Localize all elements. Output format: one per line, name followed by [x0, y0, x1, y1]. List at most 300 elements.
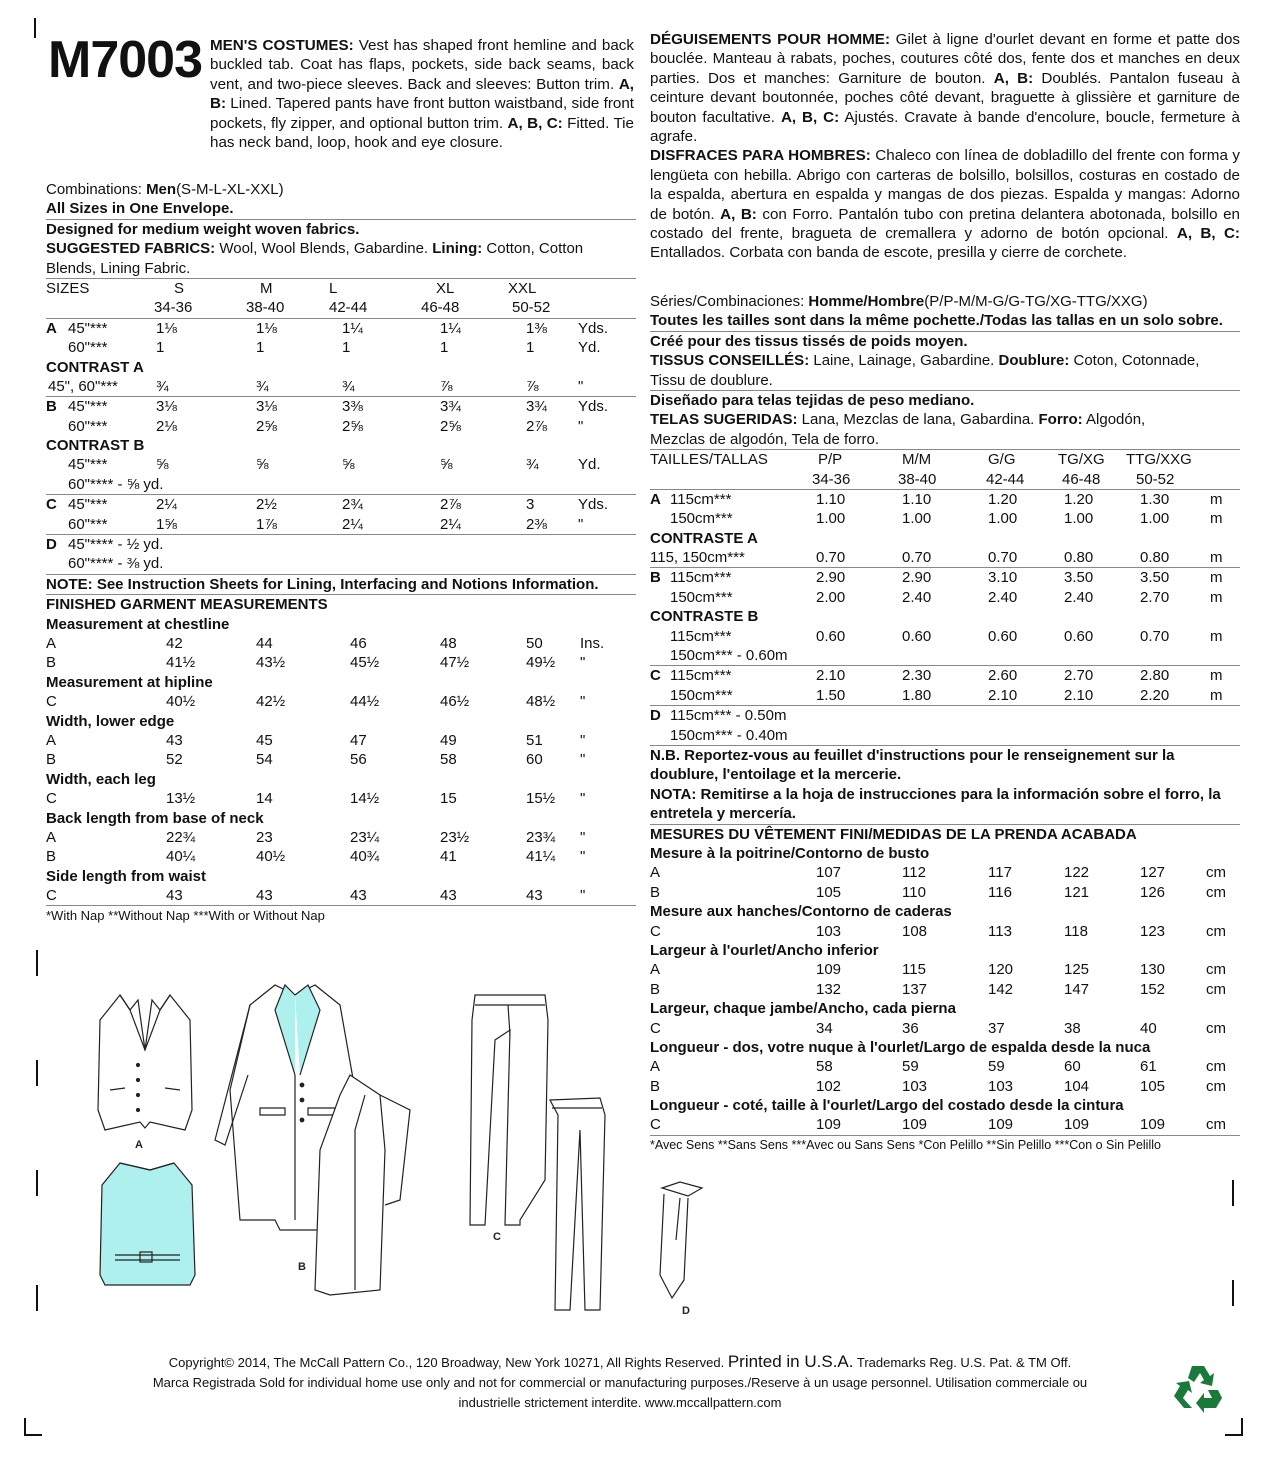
measurement-value: 14	[256, 790, 273, 808]
measurement-value: 105	[816, 883, 842, 901]
yardage-value: 3	[526, 496, 535, 514]
measurement-value: 40¾	[350, 848, 380, 866]
yardage-row	[46, 396, 636, 416]
fabric-width: 115, 150cm***	[650, 549, 745, 567]
yardage-value: 3.10	[988, 569, 1018, 587]
yardage-row	[46, 475, 636, 494]
yardage-row	[46, 358, 636, 377]
fabric-width: 45"***	[68, 496, 108, 514]
unit-label: "	[580, 828, 586, 846]
yardage-row	[46, 318, 636, 338]
doublure-text: Tissu de doublure.	[650, 371, 773, 389]
view-label-a: A	[135, 1139, 143, 1151]
guide-mark	[1232, 1280, 1234, 1306]
view-letter: C	[46, 790, 57, 808]
view-letter: B	[650, 1077, 661, 1095]
unit-label: m	[1210, 686, 1223, 704]
measurement-value: 36	[902, 1019, 919, 1037]
yardage-value: 2.40	[988, 588, 1018, 606]
size-label: TG/XG	[1058, 451, 1105, 469]
yardage-value: 1.50	[816, 686, 846, 704]
yardage-value: 1	[256, 339, 265, 357]
measurement-value: 22¾	[166, 828, 196, 846]
view-label-b: B	[298, 1261, 306, 1273]
size-label: TTG/XXG	[1126, 451, 1192, 469]
yardage-row	[46, 554, 636, 573]
unit-label: "	[578, 417, 584, 435]
yardage-value: 1	[526, 339, 535, 357]
size-label: M/M	[902, 451, 932, 469]
yardage-value: ¾	[156, 377, 169, 395]
yardage-value: 1.80	[902, 686, 932, 704]
view-letter: A	[650, 961, 661, 979]
measurement-row	[46, 615, 636, 634]
yardage-value: 2.80	[1140, 667, 1170, 685]
measurement-value: 112	[902, 864, 926, 882]
yardage-value: 1.00	[816, 510, 846, 528]
marca-text: industrielle strictement interdite. www.mccallpattern.com	[458, 1395, 782, 1410]
measurement-row	[46, 770, 636, 789]
doublure-label: Doublure:	[998, 352, 1070, 370]
view-letter: B	[46, 848, 57, 866]
measurement-heading: Back length from base of neck	[46, 809, 264, 827]
yardage-value: 2.70	[1064, 667, 1094, 685]
measurement-heading: Longueur - dos, votre nuque à l'ourlet/Largo de espalda desde la nuca	[650, 1038, 1151, 1056]
yardage-value: 0.60	[902, 627, 932, 645]
guide-mark	[36, 1285, 38, 1311]
unit-label: m	[1210, 588, 1223, 606]
measurement-value: 109	[902, 1116, 928, 1134]
measurement-row	[650, 960, 1240, 979]
measurement-row	[650, 999, 1240, 1018]
measurement-heading: Width, lower edge	[46, 712, 175, 730]
yardage-value: 1.10	[902, 490, 932, 508]
nota-note: NOTA: Remitirse a la hoja de instrucciones para la información sobre el forro, la entretela y mercería.	[650, 785, 1221, 823]
measurement-row	[650, 980, 1240, 999]
measurement-value: 103	[902, 1077, 928, 1095]
measurement-value: 15½	[526, 790, 556, 808]
yardage-value: 2½	[256, 496, 277, 514]
measurement-row	[46, 789, 636, 808]
yardage-value: 1	[156, 339, 165, 357]
description-views: A, B, C:	[507, 114, 563, 132]
sizes-label: TAILLES/TALLAS	[650, 451, 768, 469]
unit-label: "	[580, 887, 586, 905]
tissus-label: TISSUS CONSEILLÉS:	[650, 352, 810, 370]
size-range: 50-52	[1136, 470, 1175, 488]
measurement-value: 52	[166, 751, 183, 769]
yardage-value: 3¾	[526, 398, 547, 416]
measurement-value: 59	[988, 1058, 1005, 1076]
view-letter: A	[650, 864, 661, 882]
yardage-value: ¾	[256, 377, 269, 395]
measurement-value: 23¾	[526, 828, 556, 846]
measurement-value: 40½	[166, 693, 196, 711]
nb-note: N.B. Reportez-vous au feuillet d'instructions pour le renseignement sur la doublure, l'entoilage et la mercerie.	[650, 745, 1240, 785]
measurement-row	[650, 1077, 1240, 1096]
measurement-value: 117	[988, 864, 1012, 882]
yardage-value: 1⅝	[156, 515, 177, 533]
unit-label: m	[1210, 510, 1223, 528]
measurement-value: 58	[816, 1058, 833, 1076]
measurement-value: 41¼	[526, 848, 556, 866]
measurements-table	[46, 615, 636, 906]
measurement-value: 110	[902, 883, 926, 901]
yardage-value: 1.00	[1064, 510, 1094, 528]
measurement-value: 43	[350, 887, 367, 905]
fabric-width: 115cm***	[670, 490, 732, 508]
unit-label: "	[580, 731, 586, 749]
measurement-row	[650, 941, 1240, 960]
yardage-value: 1⅞	[256, 515, 277, 533]
yardage-value: 2¾	[342, 496, 363, 514]
fabric-width: 45"***	[68, 398, 108, 416]
measurement-row	[650, 1096, 1240, 1115]
yardage-value: 2⅞	[526, 417, 547, 435]
measurement-value: 50	[526, 634, 543, 652]
crop-mark	[1241, 1418, 1243, 1436]
description-views: A, B:	[993, 69, 1034, 87]
yardage-row	[46, 494, 636, 514]
measurement-value: 109	[988, 1116, 1014, 1134]
size-range: 38-40	[898, 470, 937, 488]
yardage-row	[650, 726, 1240, 745]
unit-label: m	[1210, 627, 1223, 645]
measurement-value: 46½	[440, 693, 470, 711]
yardage-value: 3⅛	[256, 398, 277, 416]
view-letter: A	[650, 1058, 661, 1076]
view-letter: B	[46, 751, 57, 769]
measurement-row	[650, 863, 1240, 882]
measurement-value: 47	[350, 731, 367, 749]
yardage-value: 2.70	[1140, 588, 1170, 606]
description-title-fr: DÉGUISEMENTS POUR HOMME:	[650, 31, 890, 48]
view-letter: A	[46, 319, 57, 337]
yardage-row	[650, 665, 1240, 685]
size-range: 46-48	[421, 299, 460, 317]
fabric-width: 60"**** - ⅜ yd.	[68, 555, 164, 573]
crop-mark	[24, 1434, 42, 1436]
yardage-value: 2.00	[816, 588, 846, 606]
measurement-value: 40	[1140, 1019, 1157, 1037]
measurement-value: 61	[1140, 1058, 1157, 1076]
unit-label: cm	[1206, 883, 1226, 901]
contrast-heading: CONTRASTE A	[650, 529, 758, 547]
measurement-value: 125	[1064, 961, 1090, 979]
yardage-value: 3¾	[440, 398, 461, 416]
yardage-value: 1⅛	[156, 319, 177, 337]
contrast-heading: CONTRASTE B	[650, 608, 759, 626]
footer	[60, 1352, 1180, 1413]
measurement-value: 45½	[350, 654, 380, 672]
yardage-value: 0.70	[988, 549, 1018, 567]
recycle-icon	[1170, 1362, 1226, 1414]
yardage-value: ⅝	[156, 456, 169, 474]
measurement-value: 34	[816, 1019, 833, 1037]
yardage-value: 2¼	[156, 496, 177, 514]
yardage-value: 0.80	[1064, 549, 1094, 567]
unit-label: Yd.	[578, 456, 601, 474]
view-label-c: C	[493, 1231, 501, 1243]
measurements-table-fr	[650, 844, 1240, 1135]
unit-label: Yd.	[578, 339, 601, 357]
yardage-row	[650, 529, 1240, 548]
yardage-value: 0.80	[1140, 549, 1170, 567]
unit-label: m	[1210, 490, 1223, 508]
yardage-value: 3.50	[1140, 569, 1170, 587]
yardage-value: 1.00	[988, 510, 1018, 528]
yardage-row	[650, 489, 1240, 509]
description-body-fr: Doublés. Pantalon fuseau à ceinture devant boutonnée, poches côté devant, braguette à glissière et garniture de bouton facultative.	[650, 69, 1240, 126]
combinations-group: Men	[146, 181, 177, 198]
measurement-value: 38	[1064, 1019, 1081, 1037]
measurement-value: 40¼	[166, 848, 196, 866]
yardage-row	[650, 509, 1240, 528]
yardage-value: ⅝	[342, 456, 355, 474]
measurement-value: 13½	[166, 790, 196, 808]
view-letter: B	[650, 883, 661, 901]
yardage-value: 0.70	[902, 549, 932, 567]
measurement-value: 43	[166, 731, 183, 749]
fabric-width: 60"***	[68, 339, 108, 357]
unit-label: cm	[1206, 922, 1226, 940]
view-letter: C	[650, 1019, 661, 1037]
all-sizes-note-fr: Toutes les tailles sont dans la même pochette./Todas las tallas en un solo sobre.	[650, 312, 1223, 330]
measurement-heading: Side length from waist	[46, 867, 207, 885]
description-body-es: Entallados. Corbata con banda de escote, presilla y cierre de corchete.	[650, 244, 1127, 262]
measurement-value: 121	[1064, 883, 1090, 901]
measurement-row	[650, 1115, 1240, 1134]
description-body: Vest has shaped front hemline and back buckled tab. Coat has flaps, pockets, side back seams, back vent, and two-piece sleeves. Back and sleeves: Button trim.	[210, 37, 634, 93]
unit-label: "	[578, 515, 584, 533]
measurement-value: 40½	[256, 848, 286, 866]
measurement-heading: Measurement at hipline	[46, 673, 213, 691]
yardage-table-fr	[650, 489, 1240, 745]
measurement-row	[650, 922, 1240, 941]
description-body-es: Chaleco con línea de dobladillo del frente con forma y lengüeta con hebilla. Abrigo con carteras de bolsillo, bolsillos, costuras en costado de la espalda, abertura en espalda y mangas de dos piezas. Espalda y mangas: Adorno de botón.	[650, 147, 1240, 223]
measurement-value: 44	[256, 634, 273, 652]
measurement-value: 147	[1064, 980, 1090, 998]
measurement-value: 44½	[350, 693, 380, 711]
view-letter: C	[46, 887, 57, 905]
yardage-value: 1⅛	[256, 319, 277, 337]
size-label: P/P	[818, 451, 843, 469]
contrast-heading: CONTRAST A	[46, 358, 144, 376]
measurement-value: 49½	[526, 654, 556, 672]
unit-label: Yds.	[578, 319, 609, 337]
combinations-sizes: (S-M-L-XL-XXL)	[176, 181, 284, 198]
yardage-value: 2.40	[1064, 588, 1094, 606]
view-letter: B	[46, 398, 57, 416]
fabric-width: 150cm***	[670, 510, 733, 528]
fabrics-label: SUGGESTED FABRICS:	[46, 240, 216, 258]
yardage-value: 1.00	[1140, 510, 1170, 528]
mesures-title: MESURES DU VÊTEMENT FINI/MEDIDAS DE LA PRENDA ACABADA	[650, 824, 1240, 844]
fabric-width: 60"***	[68, 515, 108, 533]
measurement-row	[650, 1019, 1240, 1038]
fabric-width: 115cm***	[670, 569, 732, 587]
yardage-value: ⅞	[526, 377, 539, 395]
unit-label: cm	[1206, 1019, 1226, 1037]
disenado-note: Diseñado para telas tejidas de peso mediano.	[650, 390, 1240, 410]
size-range: 38-40	[246, 299, 285, 317]
fabric-width: 45"***	[68, 319, 108, 337]
measurement-row	[46, 634, 636, 653]
fabric-width: 150cm***	[670, 686, 733, 704]
fabric-width: 60"***	[68, 417, 108, 435]
measurement-value: 109	[1064, 1116, 1090, 1134]
measurement-row	[46, 731, 636, 750]
copyright-text: Copyright© 2014, The McCall Pattern Co., 120 Broadway, New York 10271, All Rights Reserved.	[168, 1355, 725, 1370]
fabric-width: 115cm*** - 0.50m	[670, 707, 787, 725]
yardage-value: 2¼	[440, 515, 461, 533]
view-letter: A	[46, 828, 57, 846]
fabric-width: 60"**** - ⅝ yd.	[68, 475, 164, 493]
yardage-value: 2.60	[988, 667, 1018, 685]
yardage-row	[650, 705, 1240, 725]
description-title-es: DISFRACES PARA HOMBRES:	[650, 147, 871, 165]
measurement-value: 49	[440, 731, 457, 749]
pattern-number: M7003	[48, 31, 202, 89]
measurement-row	[650, 883, 1240, 902]
measurement-row	[46, 712, 636, 731]
description-body-fr: Ajustés. Cravate à bande d'encolure, boucle, fermeture à agrafe.	[650, 108, 1240, 146]
size-label: XL	[436, 279, 455, 297]
size-ranges	[46, 298, 636, 317]
all-sizes-note: All Sizes in One Envelope.	[46, 200, 234, 218]
yardage-row	[46, 436, 636, 455]
description-views: A, B, C:	[780, 108, 840, 126]
view-letter: C	[650, 922, 661, 940]
yardage-value: 2.90	[902, 569, 932, 587]
crop-mark	[34, 18, 36, 38]
view-letter: B	[650, 980, 661, 998]
fabric-width: 45", 60"***	[48, 377, 118, 395]
measurement-value: 45	[256, 731, 273, 749]
measurement-value: 122	[1064, 864, 1090, 882]
measurement-value: 126	[1140, 883, 1166, 901]
measurement-heading: Longueur - coté, taille à l'ourlet/Largo del costado desde la cintura	[650, 1097, 1124, 1115]
yardage-value: 2¼	[342, 515, 363, 533]
measurement-row	[46, 692, 636, 711]
measurement-value: 103	[816, 922, 842, 940]
yardage-value: ¾	[342, 377, 355, 395]
yardage-value: ¾	[526, 456, 539, 474]
description-views: A, B, C:	[1176, 225, 1240, 243]
measurement-row	[46, 886, 636, 905]
yardage-value: 1	[440, 339, 449, 357]
measurement-value: 120	[988, 961, 1014, 979]
contrast-heading: CONTRAST B	[46, 437, 145, 455]
yardage-value: 2⅝	[342, 417, 363, 435]
size-label: G/G	[988, 451, 1016, 469]
size-range: 34-36	[154, 299, 193, 317]
printed-text: Printed in U.S.A.	[727, 1352, 854, 1371]
unit-label: cm	[1206, 1077, 1226, 1095]
yardage-value: 2.10	[816, 667, 846, 685]
designed-note: Designed for medium weight woven fabrics.	[46, 219, 636, 239]
size-range: 42-44	[329, 299, 368, 317]
yardage-value: 2⅝	[440, 417, 461, 435]
yardage-row	[650, 627, 1240, 646]
measurement-row	[46, 809, 636, 828]
finished-measurements-title: FINISHED GARMENT MEASUREMENTS	[46, 594, 636, 614]
measurement-value: 113	[988, 922, 1012, 940]
measurement-value: 51	[526, 731, 543, 749]
series-sizes: (P/P-M/M-G/G-TG/XG-TTG/XXG)	[924, 293, 1148, 310]
description-title: MEN'S COSTUMES:	[210, 37, 354, 54]
guide-mark	[36, 1060, 38, 1086]
view-letter: D	[650, 707, 661, 725]
measurement-value: 60	[526, 751, 543, 769]
view-letter: C	[650, 667, 661, 685]
measurement-value: 118	[1064, 922, 1088, 940]
measurement-row	[650, 1057, 1240, 1076]
size-label: XXL	[508, 279, 537, 297]
unit-label: "	[580, 751, 586, 769]
yardage-value: 2⅞	[440, 496, 461, 514]
yardage-value: 2⅝	[256, 417, 277, 435]
yardage-value: 0.60	[988, 627, 1018, 645]
measurement-value: 43	[166, 887, 183, 905]
view-label-d: D	[682, 1305, 690, 1317]
yardage-row	[46, 534, 636, 554]
fabric-width: 45"***	[68, 456, 108, 474]
measurement-value: 152	[1140, 980, 1166, 998]
yardage-table	[46, 318, 636, 574]
yardage-value: 3.50	[1064, 569, 1094, 587]
yardage-value: 1.20	[1064, 490, 1094, 508]
unit-label: "	[580, 654, 586, 672]
measurement-value: 109	[1140, 1116, 1166, 1134]
pants-back-illustration	[550, 1098, 605, 1310]
fabric-width: 150cm*** - 0.40m	[670, 726, 788, 744]
measurement-value: 42	[166, 634, 183, 652]
measurement-value: 130	[1140, 961, 1166, 979]
description-views: A, B:	[720, 205, 757, 223]
measurement-value: 123	[1140, 922, 1166, 940]
fabric-width: 45"**** - ½ yd.	[68, 536, 164, 554]
measurement-value: 43	[440, 887, 457, 905]
yardage-value: ⅞	[440, 377, 453, 395]
measurement-value: 59	[902, 1058, 919, 1076]
view-letter: D	[46, 536, 57, 554]
fabric-width: 115cm***	[670, 627, 732, 645]
measurement-heading: Mesure aux hanches/Contorno de caderas	[650, 903, 952, 921]
measurement-value: 109	[816, 1116, 842, 1134]
notions-note: NOTE: See Instruction Sheets for Lining, Interfacing and Notions Information.	[46, 574, 636, 594]
measurement-value: 137	[902, 980, 928, 998]
yardage-value: 3⅛	[156, 398, 177, 416]
measurement-value: 23¼	[350, 828, 380, 846]
measurement-value: 43	[526, 887, 543, 905]
lining-text: Blends, Lining Fabric.	[46, 259, 191, 277]
unit-label: cm	[1206, 961, 1226, 979]
english-description	[210, 36, 634, 152]
yardage-value: 2.40	[902, 588, 932, 606]
nap-footnote-fr: *Avec Sens **Sans Sens ***Avec ou Sans Sens *Con Pelillo **Sin Pelillo ***Con o Sin Pelillo	[650, 1135, 1240, 1155]
measurement-value: 15	[440, 790, 457, 808]
yardage-value: 2.30	[902, 667, 932, 685]
telas-text: Lana, Mezclas de lana, Gabardina.	[797, 411, 1039, 429]
size-label: S	[174, 279, 185, 297]
measurement-value: 14½	[350, 790, 380, 808]
yardage-row	[46, 515, 636, 534]
size-label: M	[260, 279, 273, 297]
yardage-row	[650, 607, 1240, 626]
yardage-row	[650, 567, 1240, 587]
yardage-value: 2⅛	[156, 417, 177, 435]
